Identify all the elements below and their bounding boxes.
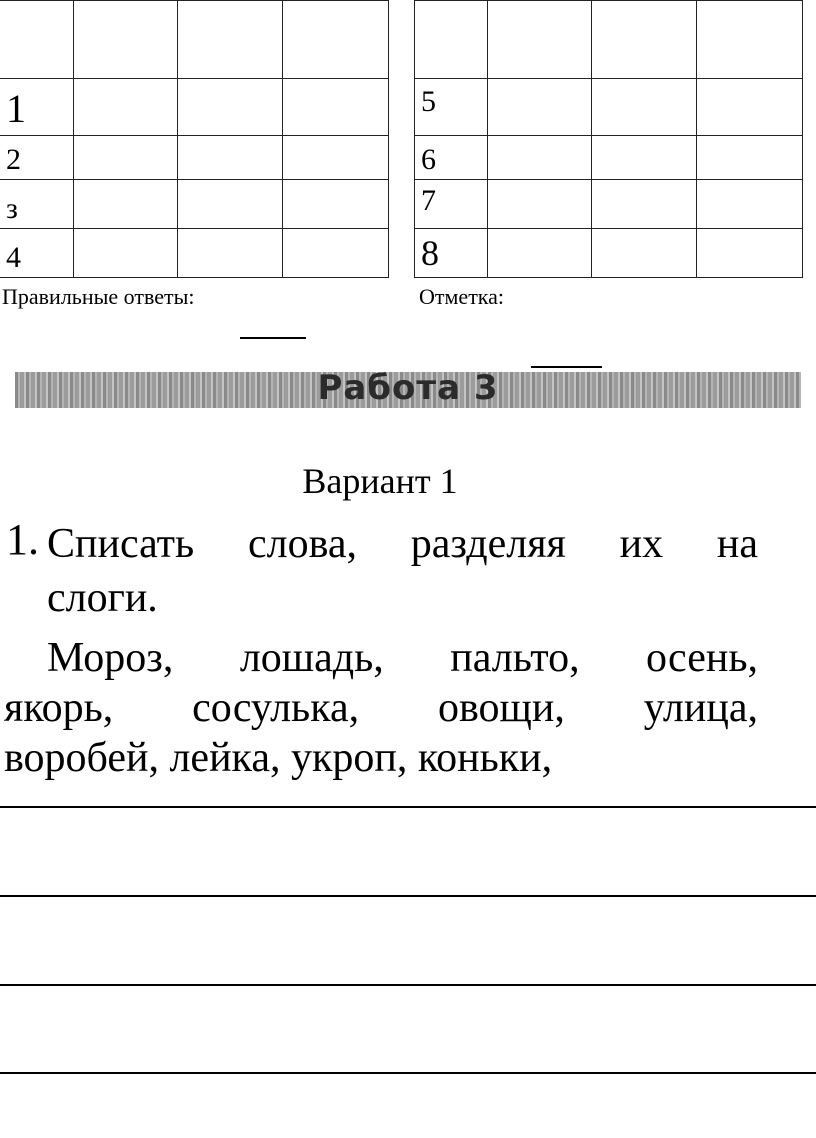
- grid-cell[interactable]: [488, 1, 592, 79]
- grid-cell[interactable]: [283, 229, 389, 278]
- grid-cell[interactable]: [592, 229, 697, 278]
- writing-line[interactable]: [0, 806, 816, 808]
- grid-row: [415, 180, 803, 229]
- grid-cell[interactable]: [178, 180, 283, 229]
- grid-cell[interactable]: [283, 1, 389, 79]
- writing-line[interactable]: [0, 895, 816, 897]
- grid-row: [415, 136, 803, 180]
- grid-cell[interactable]: [592, 136, 697, 180]
- row-number: 1: [0, 79, 74, 136]
- grid-cell[interactable]: [74, 180, 178, 229]
- grid-cell[interactable]: [697, 136, 803, 180]
- grid-cell[interactable]: [488, 229, 592, 278]
- grid-cell[interactable]: [488, 79, 592, 136]
- grid-cell[interactable]: [697, 79, 803, 136]
- grid-cell[interactable]: [283, 136, 389, 180]
- grid-row: [0, 180, 389, 229]
- grid-cell[interactable]: [178, 229, 283, 278]
- grade-label: Отметка:: [419, 284, 505, 309]
- grid-cell[interactable]: [697, 180, 803, 229]
- row-number: 6: [415, 136, 488, 180]
- task-instruction-line: слоги.: [47, 575, 158, 621]
- grid-cell[interactable]: [283, 180, 389, 229]
- row-number: з: [0, 180, 74, 229]
- grid-row: [0, 229, 389, 278]
- row-number: 7: [415, 180, 488, 229]
- grid-cell[interactable]: [74, 79, 178, 136]
- grid-cell[interactable]: [592, 1, 697, 79]
- grid-cell[interactable]: [74, 136, 178, 180]
- grid-row: [415, 79, 803, 136]
- correct-answers-label: Правильные ответы:: [2, 284, 195, 309]
- grid-cell[interactable]: [592, 180, 697, 229]
- answer-blank-line[interactable]: [240, 337, 306, 339]
- grid-cell[interactable]: [178, 1, 283, 79]
- grid-cell: [415, 1, 488, 79]
- task-number: 1.: [6, 515, 39, 564]
- grid-cell[interactable]: [488, 180, 592, 229]
- grid-cell[interactable]: [283, 79, 389, 136]
- grid-cell[interactable]: [178, 136, 283, 180]
- writing-line[interactable]: [0, 984, 816, 986]
- grid-cell[interactable]: [697, 229, 803, 278]
- banner-title: Работа 3: [317, 368, 499, 408]
- grid-cell[interactable]: [178, 79, 283, 136]
- grid-cell[interactable]: [697, 1, 803, 79]
- answer-grid-left: [0, 0, 389, 278]
- answer-grid-right: [414, 0, 803, 278]
- grid-row: [0, 136, 389, 180]
- grid-cell: [0, 1, 74, 79]
- word-list-line: якорь, сосулька, овощи, улица,: [4, 685, 758, 731]
- task-instruction-line: Списать слова, разделяя их на: [47, 521, 758, 567]
- word-list-line: Мороз, лошадь, пальто, осень,: [47, 635, 758, 681]
- word-list-line: воробей, лейка, укроп, коньки,: [4, 735, 553, 781]
- grid-cell[interactable]: [488, 136, 592, 180]
- grid-cell[interactable]: [592, 79, 697, 136]
- row-number: 8: [415, 229, 488, 278]
- grid-cell[interactable]: [74, 229, 178, 278]
- grid-header-row: [415, 1, 803, 79]
- grid-row: [0, 79, 389, 136]
- writing-line[interactable]: [0, 1072, 816, 1074]
- row-number: 5: [415, 79, 488, 136]
- grid-header-row: [0, 1, 389, 79]
- row-number: 4: [0, 229, 74, 278]
- grid-row: [415, 229, 803, 278]
- variant-title: Вариант 1: [302, 461, 458, 501]
- row-number: 2: [0, 136, 74, 180]
- section-banner: [15, 368, 801, 408]
- grid-cell[interactable]: [74, 1, 178, 79]
